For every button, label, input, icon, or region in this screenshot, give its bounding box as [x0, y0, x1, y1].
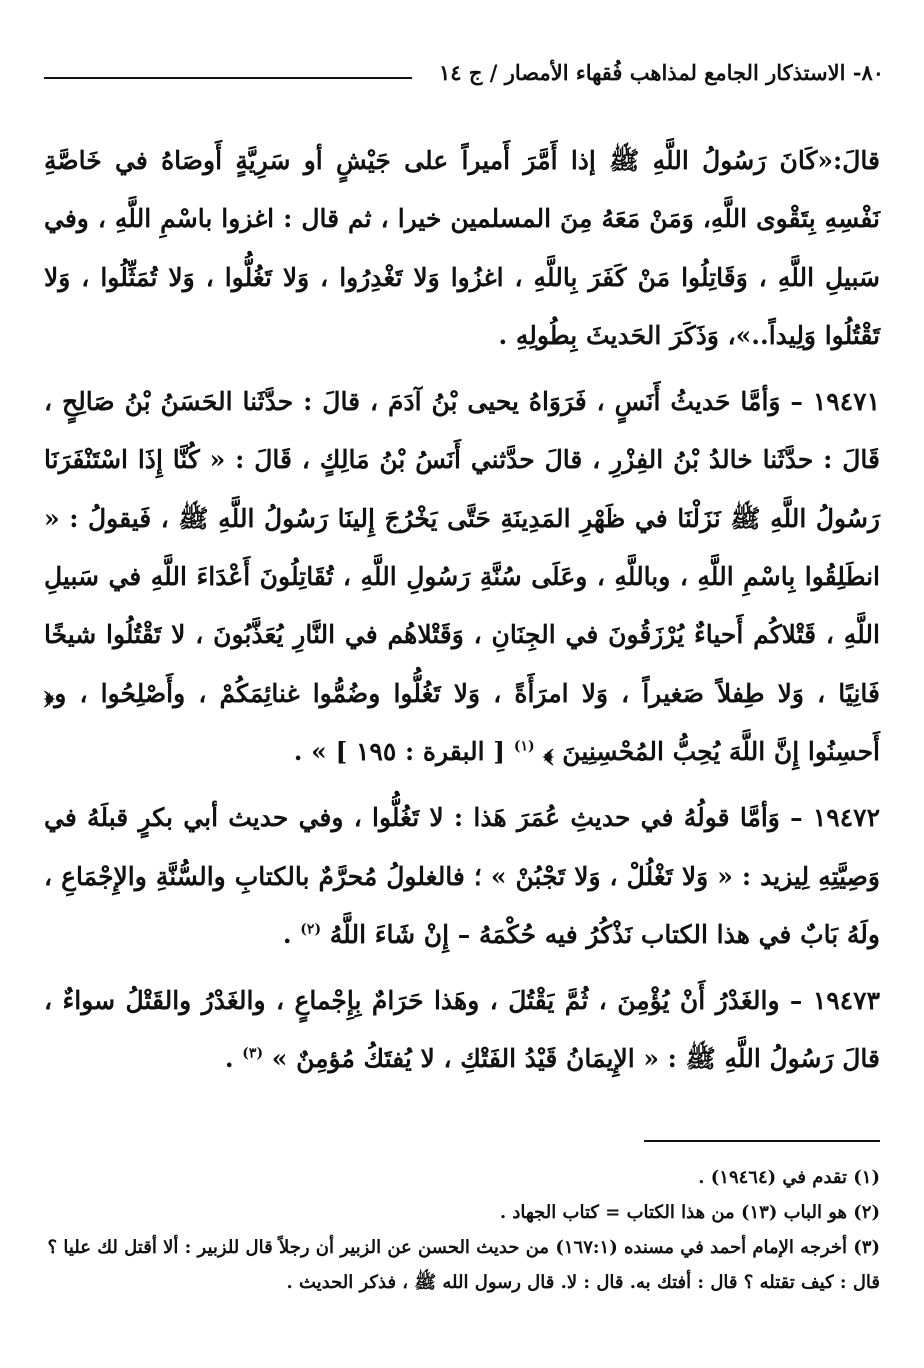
header-rule	[44, 77, 412, 79]
paragraph-19471-tail: [ البقرة : ١٩٥ ] » .	[293, 736, 506, 766]
footnote-2: (٢) هو الباب (١٣) من هذا الكتاب = كتاب الجهاد .	[499, 1202, 880, 1223]
footnote-separator	[644, 1140, 880, 1142]
paragraph-19473-text: ١٩٤٧٣ – والغَدْرُ أَنْ يُؤْمِنَ ، ثُمَّ يَقْتُلَ ، وهَذا حَرَامٌ بِإِجْماعٍ ، والغَدْرُ والقَتْلُ سواءٌ ، قالَ رَسُولُ اللَّهِ ﷺ : « الإِيمَانُ قَيْدُ الفَتْكِ ، لا يُفتَكُ مُؤمِنٌ »	[44, 986, 880, 1074]
footnotes	[44, 1160, 880, 1300]
footnote-ref-3[interactable]: (٣)	[242, 1046, 264, 1063]
paragraph-19471	[44, 373, 880, 781]
paragraph-1-text: قالَ:«كَانَ رَسُولُ اللَّهِ ﷺ إذا أَمَّرَ أَميراً على جَيْشٍ أو سَرِيَّةٍ أَوصَاهُ في خَاصَّةِ نَفْسِهِ بِتَقْوى اللَّهِ، وَمَنْ مَعَهُ مِنَ المسلمين خيرا ، ثم قال : اغزوا باسْمِ اللَّهِ ، وفي سَبيلِ اللَّهِ ، وَقَاتِلُوا مَنْ كَفَرَ بِاللَّهِ ، اغزُوا وَلا تَغْدِرُوا ، وَلا تَغُلُّوا ، وَلا تُمَثِّلُوا ، وَلا تَقْتُلُوا وَلِيداً..»، وَذَكَرَ الحَديثَ بِطُولِهِ .	[44, 146, 880, 350]
paragraph-19472-tail: .	[282, 919, 292, 949]
paragraph-19473	[44, 972, 880, 1089]
paragraph-19472	[44, 789, 880, 964]
body-text	[44, 132, 880, 1089]
footnote-ref-2[interactable]: (٢)	[300, 921, 322, 938]
footnote-ref-1[interactable]: (١)	[513, 738, 535, 755]
running-header: ٨٠- الاستذكار الجامع لمذاهب فُقهاء الأمصار / ج ١٤	[439, 60, 884, 85]
footnote-3: (٣) أخرجه الإمام أحمد في مسنده (١٦٧:١) من حديث الحسن عن الزبير أن رجلاً قال للزبير : ألا أقتل لك عليا ؟ قال : كيف تقتله ؟ قال : أفتك به. قال : لا. قال رسول الله ﷺ ، فذكر الحديث .	[47, 1237, 880, 1293]
page-header	[44, 60, 884, 100]
paragraph-19473-tail: .	[224, 1044, 234, 1074]
paragraph-19472-text: ١٩٤٧٢ – وَأمَّا قولُهُ في حديثِ عُمَرَ هَذا : لا تَغُلُّوا ، وفي حديث أبي بكرٍ قبلَهُ في وَصِيَّتِهِ لِيزيد : « وَلا تَغْلُلْ ، وَلا تَجْبُنْ » ؛ فالغلولُ مُحرَّمٌ بالكتابِ والسُّنَّةِ والإِجْمَاعِ ، ولَهُ بَابٌ في هذا الكتاب نَذْكُرُ فيه حُكْمَهُ – إِنْ شَاءَ اللَّهُ	[44, 803, 881, 949]
footnote-1: (١) تقدم في (١٩٤٦٤) .	[698, 1167, 880, 1188]
paragraph-1	[44, 132, 880, 365]
paragraph-19471-text: ١٩٤٧١ – وَأمَّا حَديثُ أَنَسٍ ، فَرَوَاهُ يحيى بْنُ آدَمَ ، قالَ : حدَّثَنا الحَسَنُ بْنُ صَالِحٍ ، قَالَ : حدَّثَنا خالدُ بْنُ الفِزْرِ ، قالَ حدَّثني أَنَسُ بْنُ مَالِكٍ ، قَالَ : « كُنَّا إِذَا اسْتَنْفَرَنَا رَسُولُ اللَّهِ ﷺ نَزَلْنَا في ظَهْرِ المَدِينَةِ حَتَّى يَخْرُجَ إِلينَا رَسُولُ اللَّهِ ﷺ ، فَيقولُ : « انطَلِقُوا بِاسْمِ اللَّهِ ، وباللَّهِ ، وعَلَى سُنَّةِ رَسُولِ اللَّهِ ، تُقَاتِلُونَ أَعْدَاءَ اللَّهِ في سَبيلِ اللَّهِ ، قَتْلاكُم أَحياءٌ يُرْزَقُونَ في الجِنَانِ ، وَقَتْلاهُم في النَّارِ يُعَذَّبُونَ ، لا تَقْتُلُوا شيخًا فَانِيًا ، وَلا طِفلاً صَغيراً ، وَلا امرَأَةً ، وَلا تَغُلُّوا وضُمُّوا غنائِمَكُمْ ، وأَصْلِحُوا ، و﴿ أَحسِنُوا إِنَّ اللَّهَ يُحِبُّ المُحْسِنِينَ ﴾	[44, 387, 880, 766]
